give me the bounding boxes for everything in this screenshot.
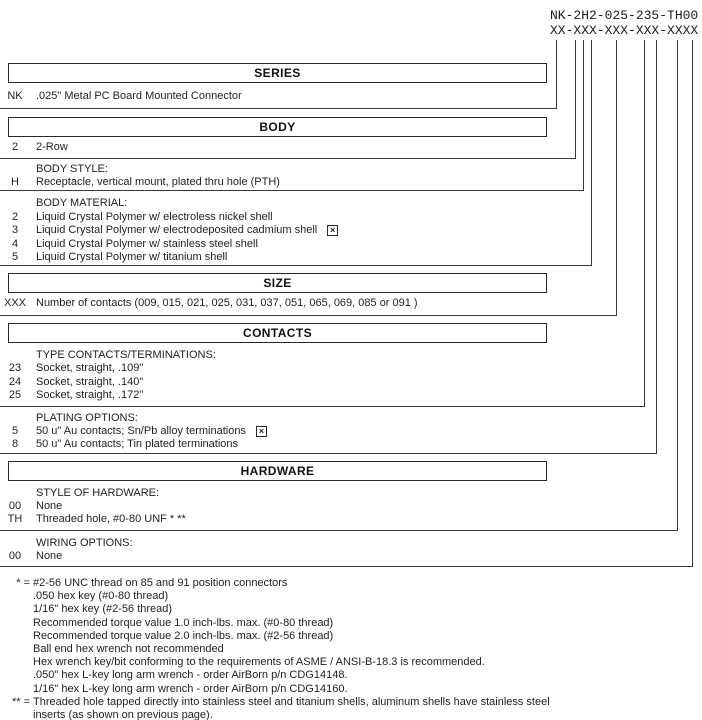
subsection-label: STYLE OF HARDWARE:: [36, 487, 160, 499]
option-row: [0, 362, 143, 375]
footnote-line: [0, 643, 550, 656]
footnote-line: [0, 696, 550, 709]
option-code: 2: [11, 141, 19, 153]
footnote-text: 1/16" hex L-key long arm wrench - order AirBorn p/n CDG14160.: [33, 682, 348, 695]
option-desc: Socket, straight, .172": [36, 389, 144, 401]
option-code: 8: [11, 438, 19, 450]
footnote-line: [0, 617, 550, 630]
divider-plating: [0, 453, 657, 454]
footnote-text: inserts (as shown on previous page).: [33, 708, 213, 720]
footnote-line: [0, 656, 550, 669]
connector-line-contact-type: [644, 40, 645, 407]
option-desc: Receptacle, vertical mount, plated thru hole (PTH): [36, 176, 280, 188]
section-header-contacts: [8, 323, 547, 343]
divider-contact-type: [0, 406, 645, 407]
footnote-text: Threaded hole tapped directly into stainless steel and titanium shells, aluminum shells have stainless steel: [33, 695, 550, 708]
option-row: [0, 513, 186, 526]
option-row: [0, 550, 62, 563]
section-header-hardware: [8, 461, 547, 481]
divider-size: [0, 315, 617, 316]
section-header-series: [8, 63, 547, 83]
option-row: [0, 141, 68, 154]
part-number-value: NK-2H2-025-235-TH00: [550, 8, 699, 23]
option-code: 3: [11, 224, 19, 236]
option-desc: None: [36, 500, 63, 512]
option-desc: Threaded hole, #0-80 UNF * **: [36, 513, 186, 525]
checked-box-icon: ×: [327, 225, 338, 236]
option-desc: Liquid Crystal Polymer w/ electrodeposited cadmium shell: [36, 224, 318, 236]
connector-line-wiring: [692, 40, 693, 567]
subsection-label: PLATING OPTIONS:: [36, 412, 138, 424]
footnote-text: #2-56 UNC thread on 85 and 91 position connectors: [33, 577, 288, 589]
connector-line-size: [616, 40, 617, 316]
divider-body-material: [0, 265, 592, 266]
divider-series: [0, 108, 557, 109]
footnote-line: [0, 709, 550, 720]
option-code: 5: [11, 425, 19, 437]
option-desc: Socket, straight, .109": [36, 362, 144, 374]
footnote-marker: * =: [16, 577, 30, 589]
footnote-text: .050" hex L-key long arm wrench - order AirBorn p/n CDG14148.: [33, 669, 348, 682]
footnote-marker: ** =: [11, 695, 30, 708]
footnote-text: .050 hex key (#0-80 thread): [33, 590, 169, 603]
option-code: 00: [8, 550, 22, 562]
footnote-line: [0, 577, 550, 590]
option-row: [0, 90, 242, 103]
section-title: HARDWARE: [240, 464, 315, 478]
footnote-text: Recommended torque value 1.0 inch-lbs. max. (#0-80 thread): [33, 616, 334, 629]
option-row: [0, 297, 418, 310]
option-row: [0, 224, 338, 237]
option-code: 5: [11, 251, 19, 263]
footnote-line: [0, 590, 550, 603]
option-desc: Socket, straight, .140": [36, 376, 144, 388]
option-desc: None: [36, 550, 63, 562]
footnote-text: 1/16" hex key (#2-56 thread): [33, 603, 173, 616]
subsection-label: TYPE CONTACTS/TERMINATIONS:: [36, 349, 216, 361]
option-row: [0, 389, 143, 402]
option-desc: Liquid Crystal Polymer w/ electroless nickel shell: [36, 211, 273, 223]
footnote-text: Hex wrench key/bit conforming to the requirements of ASME / ANSI-B-18.3 is recommended.: [33, 656, 485, 669]
section-title: CONTACTS: [243, 326, 312, 340]
footnote-text: Recommended torque value 2.0 inch-lbs. max. (#2-56 thread): [33, 629, 334, 642]
section-header-body: [8, 117, 547, 137]
option-row: [0, 251, 227, 264]
option-code: 4: [11, 238, 19, 250]
option-desc: .025" Metal PC Board Mounted Connector: [36, 90, 242, 102]
option-row: [0, 238, 258, 251]
section-title: SERIES: [254, 66, 301, 80]
divider-body-rows: [0, 158, 576, 159]
option-code: XXX: [3, 297, 26, 309]
footnotes: [0, 577, 550, 720]
option-code: 25: [8, 389, 22, 401]
option-row: [0, 425, 267, 438]
option-desc: Number of contacts (009, 015, 021, 025, 031, 037, 051, 065, 069, 085 or 091 ): [36, 297, 418, 309]
option-row: [0, 211, 273, 224]
option-desc: 50 u" Au contacts; Tin plated terminations: [36, 438, 239, 450]
option-code: 2: [11, 211, 19, 223]
section-title: SIZE: [263, 276, 292, 290]
option-code: TH: [7, 513, 23, 525]
divider-body-style: [0, 190, 584, 191]
connector-line-body-style: [583, 40, 584, 191]
option-row: [0, 500, 62, 513]
option-desc: Liquid Crystal Polymer w/ titanium shell: [36, 251, 228, 263]
divider-wiring: [0, 566, 693, 567]
option-row: [0, 376, 143, 389]
subsection-label: BODY MATERIAL:: [36, 197, 128, 209]
option-row: [0, 176, 280, 189]
part-number-mask: XX-XXX-XXX-XXX-XXXX: [550, 23, 699, 38]
option-desc: Liquid Crystal Polymer w/ stainless steel shell: [36, 238, 258, 250]
subsection-label: WIRING OPTIONS:: [36, 537, 133, 549]
section-header-size: [8, 273, 547, 293]
footnote-text: Ball end hex wrench not recommended: [33, 642, 224, 655]
option-code: 24: [8, 376, 22, 388]
option-desc: 50 u" Au contacts; Sn/Pb alloy terminations: [36, 425, 246, 437]
checked-box-icon: ×: [256, 426, 267, 437]
option-code: 00: [8, 500, 22, 512]
footnote-line: [0, 603, 550, 616]
subsection-label: BODY STYLE:: [36, 163, 108, 175]
divider-hw-style: [0, 530, 678, 531]
section-title: BODY: [259, 120, 296, 134]
connector-line-plating: [656, 40, 657, 454]
option-code: H: [11, 176, 19, 188]
connector-line-hw-style: [677, 40, 678, 531]
option-code: 23: [8, 362, 22, 374]
option-code: NK: [7, 90, 23, 102]
footnote-line: [0, 683, 550, 696]
footnote-line: [0, 630, 550, 643]
connector-line-body-material: [591, 40, 592, 266]
connector-line-series: [556, 40, 557, 109]
connector-line-body-rows: [575, 40, 576, 159]
option-row: [0, 438, 238, 451]
footnote-line: [0, 669, 550, 682]
option-desc: 2-Row: [36, 141, 68, 153]
